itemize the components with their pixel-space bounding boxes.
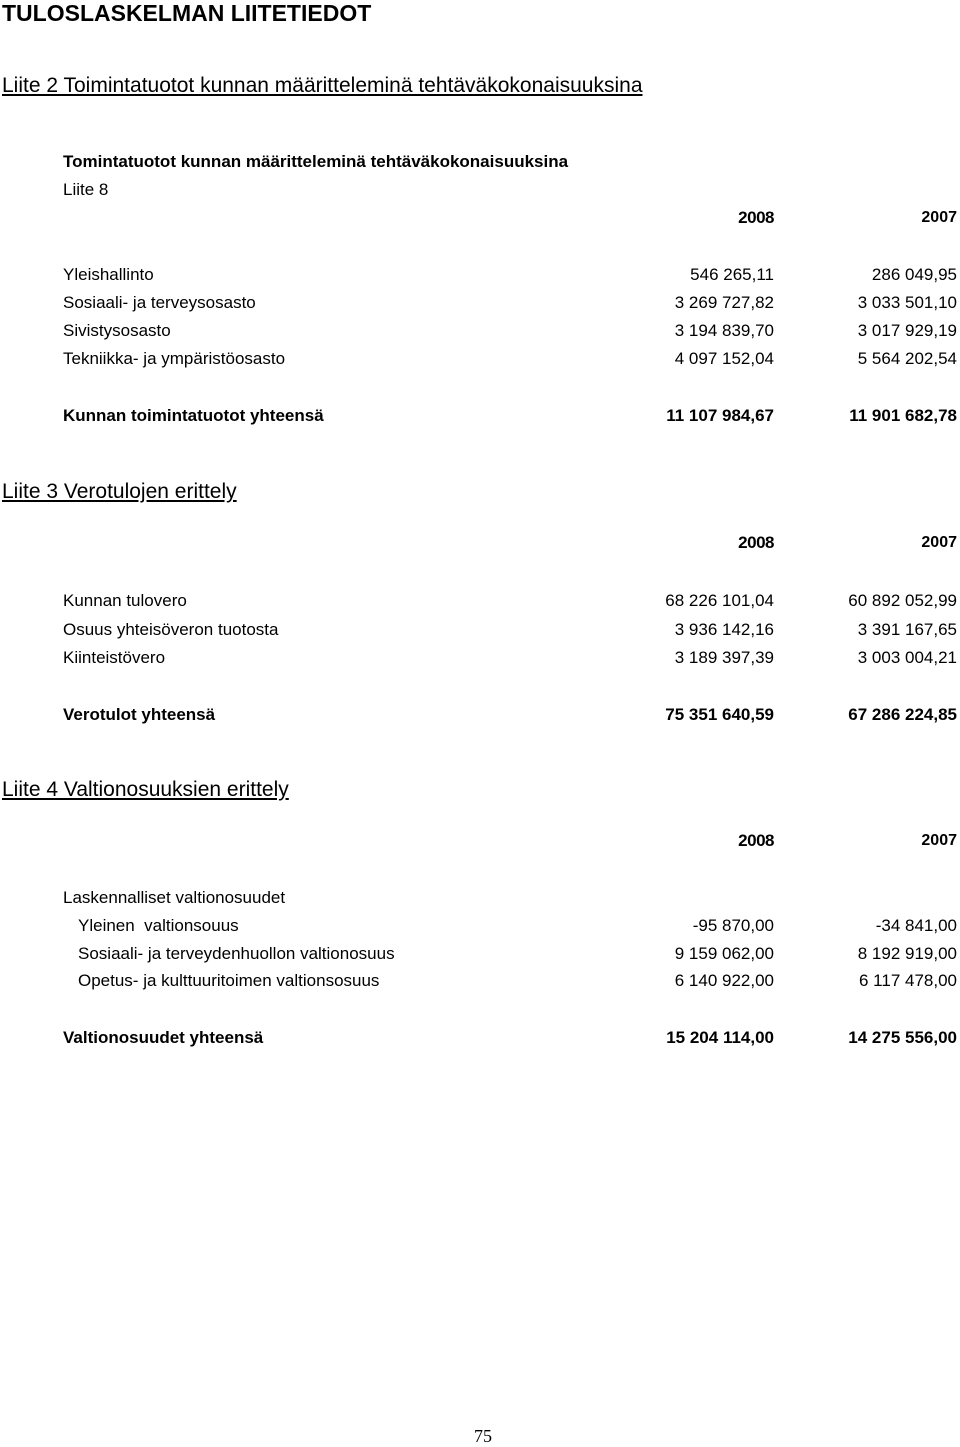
page-number: 75 xyxy=(474,1426,492,1446)
liite2-row-label: Sivistysosasto xyxy=(63,321,171,340)
liite2-row-label: Tekniikka- ja ympäristöosasto xyxy=(63,349,286,368)
liite2-year-2007: 2007 xyxy=(921,209,957,226)
liite4-row-2008: 6 140 922,00 xyxy=(674,971,774,990)
liite3-row-2008: 3 936 142,16 xyxy=(674,620,774,639)
liite3-row-2008: 68 226 101,04 xyxy=(665,591,774,610)
liite4-group-label: Laskennalliset valtionosuudet xyxy=(63,888,286,907)
liite3-row-label: Kunnan tulovero xyxy=(63,591,187,610)
liite3-row-label: Kiinteistövero xyxy=(63,648,166,667)
liite4-total-2007: 14 275 556,00 xyxy=(848,1028,957,1047)
liite3-total-label: Verotulot yhteensä xyxy=(63,705,216,724)
liite2-table-title: Tomintatuotot kunnan määritteleminä tehtäväkokonaisuuksina xyxy=(63,152,569,171)
liite2-row-2008: 4 097 152,04 xyxy=(674,349,774,368)
liite2-total-label: Kunnan toimintatuotot yhteensä xyxy=(63,406,324,425)
liite4-row-2007: 8 192 919,00 xyxy=(857,944,957,963)
liite3-total-2008: 75 351 640,59 xyxy=(665,705,774,724)
liite2-total-2007: 11 901 682,78 xyxy=(849,406,957,425)
liite3-heading: Liite 3 Verotulojen erittely xyxy=(2,480,237,503)
liite2-heading: Liite 2 Toimintatuotot kunnan määritteleminä tehtäväkokonaisuuksina xyxy=(2,74,643,97)
liite2-ref: Liite 8 xyxy=(63,180,109,199)
liite4-row-2008: 9 159 062,00 xyxy=(674,944,774,963)
liite2-row-2008: 546 265,11 xyxy=(690,265,774,284)
liite2-row-2007: 3 033 501,10 xyxy=(857,293,957,312)
liite4-row-2007: 6 117 478,00 xyxy=(859,971,957,990)
liite2-row-2007: 5 564 202,54 xyxy=(857,349,957,368)
liite4-heading: Liite 4 Valtionosuuksien erittely xyxy=(2,778,289,801)
liite2-row-2007: 286 049,95 xyxy=(871,265,957,284)
page-title: TULOSLASKELMAN LIITETIEDOT xyxy=(2,0,372,26)
liite4-row-label: Opetus- ja kulttuuritoimen valtionsosuus xyxy=(78,971,380,990)
liite4-year-2008: 2008 xyxy=(738,831,774,850)
liite4-row-label: Sosiaali- ja terveydenhuollon valtionosuus xyxy=(78,944,395,963)
liite2-row-label: Yleishallinto xyxy=(63,265,154,284)
liite2-row-label: Sosiaali- ja terveysosasto xyxy=(63,293,256,312)
liite4-total-2008: 15 204 114,00 xyxy=(666,1028,774,1047)
liite3-total-2007: 67 286 224,85 xyxy=(848,705,957,724)
liite3-row-2007: 3 391 167,65 xyxy=(857,620,957,639)
liite4-row-2007: -34 841,00 xyxy=(875,916,957,935)
liite3-row-2007: 60 892 052,99 xyxy=(848,591,957,610)
liite3-year-2007: 2007 xyxy=(921,534,957,551)
liite3-year-2008: 2008 xyxy=(738,533,774,552)
liite3-row-2007: 3 003 004,21 xyxy=(857,648,957,667)
liite4-row-2008: -95 870,00 xyxy=(692,916,774,935)
liite4-year-2007: 2007 xyxy=(921,832,957,849)
liite2-total-2008: 11 107 984,67 xyxy=(666,406,774,425)
liite2-row-2008: 3 269 727,82 xyxy=(674,293,774,312)
liite2-row-2007: 3 017 929,19 xyxy=(857,321,957,340)
liite3-row-label: Osuus yhteisöveron tuotosta xyxy=(63,620,279,639)
liite2-row-2008: 3 194 839,70 xyxy=(674,321,774,340)
liite4-row-label: Yleinen valtionsouus xyxy=(78,916,239,935)
liite3-row-2008: 3 189 397,39 xyxy=(674,648,774,667)
liite4-total-label: Valtionosuudet yhteensä xyxy=(63,1028,264,1047)
liite2-year-2008: 2008 xyxy=(738,208,774,227)
